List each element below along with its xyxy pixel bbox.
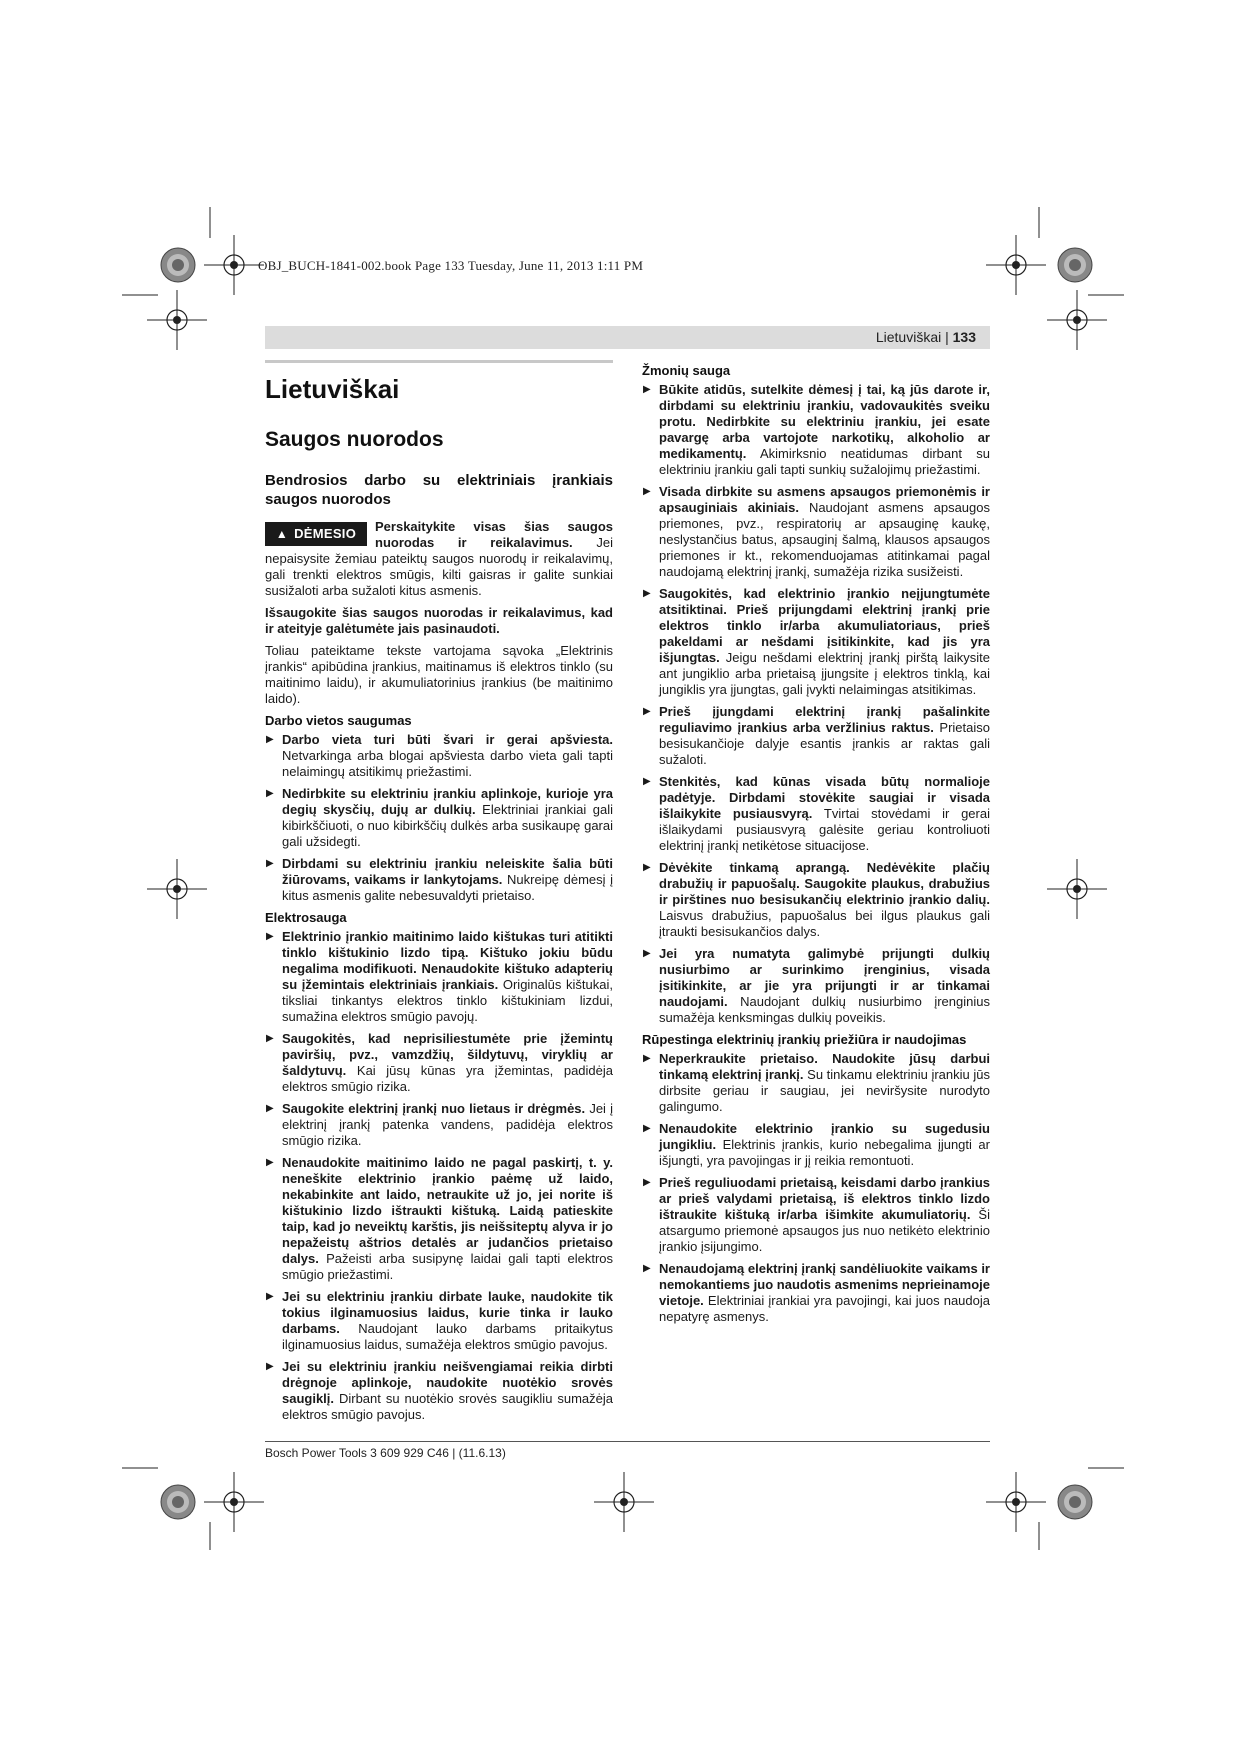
electrical-heading: Elektrosauga [265, 910, 347, 925]
item-lead: Stenkitės, kad kūnas visada būtų normalioje padėtyje. Dirbdami stovėkite saugiai ir visada išlaikykite pusiausvyrą. [659, 774, 990, 821]
list-item [265, 1359, 613, 1423]
item-text: Pažeisti arba susipynę laidai gali tapti elektros smūgio priežastimi. [282, 1251, 613, 1282]
mid-left-mark [147, 859, 207, 919]
list-item [265, 1101, 613, 1149]
item-lead: Nedirbkite su elektriniu įrankiu aplinkoje, kurioje yra degių skysčių, dujų ar dulkių. [282, 786, 613, 817]
item-lead: Saugokite elektrinį įrankį nuo lietaus ir drėgmės. [282, 1101, 586, 1116]
left-column [265, 360, 613, 1429]
item-lead: Jei su elektriniu įrankiu neišvengiamai reikia dirbti drėgnoje aplinkoje, naudokite nuotėkio srovės saugiklį. [282, 1359, 613, 1406]
item-lead: Saugokitės, kad elektrinio įrankio neįjungtumėte atsitiktinai. Prieš prijungdami elektrinį įrankį prie elektros tinklo ir/arba akumuliatoriaus, prieš pakeldami ar nešdami įsitikinkite, kad jis yra išjungtas. [659, 586, 990, 665]
list-item [642, 1261, 990, 1325]
item-text: Kai jūsų kūnas yra įžemintas, padidėja elektros smūgio rizika. [282, 1063, 613, 1094]
list-item [642, 860, 990, 940]
list-item [265, 786, 613, 850]
item-text: Tvirtai stovėdami ir gerai išlaikydami pusiausvyrą galėsite geriau kontroliuoti elektrinį įrankį netikėtose situacijose. [659, 806, 990, 853]
item-text: Netvarkinga arba blogai apšviesta darbo vieta gali tapti nelaimingų atsitikimų priežastimi. [282, 748, 613, 779]
page-title: Lietuviškai [265, 374, 400, 404]
list-item [642, 946, 990, 1026]
footer-rule [265, 1441, 990, 1442]
item-lead: Jei su elektriniu įrankiu dirbate lauke, naudokite tik tokius ilginamuosius laidus, kurie tinka ir lauko darbams. [282, 1289, 613, 1336]
item-lead: Būkite atidūs, sutelkite dėmesį į tai, ką jūs darote ir, dirbdami su elektriniu įrankiu, vadovaukitės sveiku protu. Nedirbkite su elektriniu įrankiu, jei esate pavargę arba vartojote narkotikų, alkoholio ar medikamentų. [659, 382, 990, 461]
list-item [265, 732, 613, 780]
list-item [265, 1289, 613, 1353]
item-text: Elektrinis įrankis, kurio nebegalima įjungti ar išjungti, yra pavojingas ir jį reikia remontuoti. [659, 1137, 990, 1168]
care-list [642, 1051, 990, 1325]
list-item [642, 774, 990, 854]
item-text: Elektriniai įrankiai yra pavojingi, kai juos naudoja nepatyrę asmenys. [659, 1293, 990, 1324]
top-right-marks [986, 207, 1124, 350]
item-text: Dirbant su nuotėkio srovės saugikliu sumažėja elektros smūgio pavojus. [282, 1391, 613, 1422]
section-title: Saugos nuorodos [265, 428, 444, 451]
item-text: Prietaiso besisukančioje dalyje esantis įrankis ar raktas gali sužaloti. [659, 720, 990, 767]
item-text: Laisvus drabužius, papuošalus bei ilgus plaukus gali įtraukti besisukančios dalys. [659, 908, 990, 939]
list-item [265, 1031, 613, 1095]
workplace-heading: Darbo vietos saugumas [265, 713, 412, 728]
item-text: Su tinkamu elektriniu įrankiu jūs dirbsite geriau ir saugiau, jei neviršysite nurodyto galingumo. [659, 1067, 990, 1114]
personal-list [642, 382, 990, 1026]
warning-badge-label: DĖMESIO [294, 526, 357, 541]
item-text: Nukreipę dėmesį į kitus asmenis galite nebesuvaldyti prietaiso. [282, 872, 614, 903]
warning-text: Jei nepaisysite žemiau pateiktų saugos nuorodų ir reikalavimų, gali trenkti elektros smūgis, kilti gaisras ir galite sunkiai susižaloti arba sužaloti kitus asmenis. [265, 535, 613, 598]
personal-heading: Žmonių sauga [642, 363, 731, 378]
list-item [642, 586, 990, 698]
item-text: Naudojant dulkių nusiurbimo įrenginius sumažėja kenksmingas dulkių poveikis. [659, 994, 990, 1025]
running-head-language: Lietuviškai [875, 329, 942, 345]
keep-notice: Išsaugokite šias saugos nuorodas ir reikalavimus, kad ir ateityje galėtumėte jais pasinaudoti. [265, 605, 613, 636]
item-text: Elektriniai įrankiai gali kibirkščiuoti, o nuo kibirkščių dulkės arba susikaupę garai gali užsidegti. [282, 802, 613, 849]
item-lead: Dirbdami su elektriniu įrankiu neleiskite šalia būti žiūrovams, vaikams ir lankytojams. [282, 856, 613, 887]
list-item [642, 1121, 990, 1169]
item-lead: Nenaudokite maitinimo laido ne pagal paskirtį, t. y. neneškite elektrinio įrankio paėmę už laido, nekabinkite ant laido, netraukite už jo, jei norite iš kištukinio lizdo ištraukti kištuką. Laidą patieskite taip, kad jo neveiktų karštis, jis neišsiteptų alyva ir jo nepažeistų aštrios detalės ar judančios prietaiso dalys. [282, 1155, 613, 1266]
title-rule [265, 360, 613, 363]
item-lead: Neperkraukite prietaiso. Naudokite jūsų darbui tinkamą elektrinį įrankį. [659, 1051, 990, 1082]
definition-paragraph: Toliau pateiktame tekste vartojama sąvoka „Elektrinis įrankis“ apibūdina įrankius, maitinamus iš elektros tinklo (su maitinimo laidu), ir akumuliatorinius įrankius (be maitinimo laido). [265, 643, 613, 706]
list-item [265, 856, 613, 904]
item-lead: Nenaudojamą elektrinį įrankį sandėliuokite vaikams ir nemokantiems juo naudotis asmenims neprieinamoje vietoje. [659, 1261, 990, 1308]
item-lead: Nenaudokite elektrinio įrankio su sugedusiu jungikliu. [659, 1121, 990, 1152]
item-lead: Visada dirbkite su asmens apsaugos priemonėmis ir apsauginiais akiniais. [659, 484, 990, 515]
running-head-text [876, 329, 976, 345]
item-text: Ši atsargumo priemonė apsaugos jus nuo netikėto elektrinio įrankio įsijungimo. [659, 1207, 990, 1254]
footer-text: Bosch Power Tools 3 609 929 C46 | (11.6.13) [265, 1446, 506, 1460]
item-lead: Saugokitės, kad neprisiliestumėte prie įžemintų paviršių, pvz., vamzdžių, šildytuvų, viryklių ar šaldytuvų. [282, 1031, 613, 1078]
list-item [265, 1155, 613, 1283]
page-number: 133 [952, 329, 976, 345]
warning-block [265, 519, 613, 599]
warning-triangle-icon: ▲ [275, 527, 289, 541]
electrical-list [265, 929, 613, 1423]
item-text: Naudojant lauko darbams pritaikytus ilginamuosius laidus, sumažėja elektros smūgio pavojus. [282, 1321, 613, 1352]
workplace-list [265, 732, 613, 904]
item-lead: Prieš įjungdami elektrinį įrankį pašalinkite reguliavimo įrankius arba veržlinius raktus. [659, 704, 990, 735]
file-slug: OBJ_BUCH-1841-002.book Page 133 Tuesday, June 11, 2013 1:11 PM [258, 258, 644, 273]
item-lead: Prieš reguliuodami prietaisą, keisdami darbo įrankius ar prieš valydami prietaisą, iš elektros tinklo lizdo ištraukite kištuką ir/arba išimkite akumuliatorių. [659, 1175, 990, 1222]
list-item [642, 382, 990, 478]
warning-badge [265, 522, 367, 546]
item-text: Jei į elektrinį įrankį patenka vandens, padidėja elektros smūgio rizika. [282, 1101, 613, 1148]
item-lead: Elektrinio įrankio maitinimo laido kištukas turi atitikti tinklo kištukinio lizdo tipą. Kištuko jokiu būdu negalima modifikuoti. Nenaudokite kištuko adapterių su įžemintais elektriniais įrankiais. [282, 929, 613, 992]
item-lead: Jei yra numatyta galimybė prijungti dulkių nusiurbimo ar surinkimo įrenginius, visada įsitikinkite, ar jie yra prijungti ir ar tinkamai naudojami. [659, 946, 990, 1009]
warning-lead: Perskaitykite visas šias saugos nuorodas ir reikalavimus. [375, 519, 613, 550]
item-text: Naudojant asmens apsaugos priemones, pvz., respiratorių ar apsauginę kaukę, neslystančius batus, apsauginį šalmą, klausos apsaugos priemones ir kt., rekomenduojamas atitinkamai pagal naudojamą elektrinį įrankį, sumažėja rizika susižeisti. [659, 500, 990, 579]
list-item [642, 484, 990, 580]
running-head-separator: | [941, 329, 953, 345]
list-item [265, 929, 613, 1025]
item-lead: Darbo vieta turi būti švari ir gerai apšviesta. [282, 732, 613, 747]
bottom-marks [122, 1468, 1124, 1550]
item-text: Akimirksnio neatidumas dirbant su elektriniu įrankiu gali tapti sunkių sužalojimų priežastimi. [659, 446, 990, 477]
care-heading: Rūpestinga elektrinių įrankių priežiūra ir naudojimas [642, 1032, 967, 1047]
list-item [642, 704, 990, 768]
mid-right-mark [1047, 859, 1107, 919]
item-text: Jeigu nešdami elektrinį įrankį pirštą laikysite ant jungiklio arba prietaisą įjungsite į elektros tinklą, kai jungiklis yra įjungtas, gali įvykti nelaimingas atsitikimas. [659, 650, 990, 697]
item-text: Originalūs kištukai, tiksliai tinkantys elektros tinklo kištukiniam lizdui, sumažina elektros smūgio pavojų. [282, 977, 613, 1024]
list-item [642, 1051, 990, 1115]
subsection-title: Bendrosios darbo su elektriniais įrankiais saugos nuorodos [265, 472, 613, 508]
item-lead: Dėvėkite tinkamą aprangą. Nedėvėkite plačių drabužių ir papuošalų. Saugokite plaukus, drabužius ir pirštines nuo besisukančių elektrinio įrankio dalių. [659, 860, 990, 907]
running-head [265, 326, 990, 349]
right-column [642, 357, 990, 1331]
list-item [642, 1175, 990, 1255]
top-left-marks [122, 207, 264, 350]
